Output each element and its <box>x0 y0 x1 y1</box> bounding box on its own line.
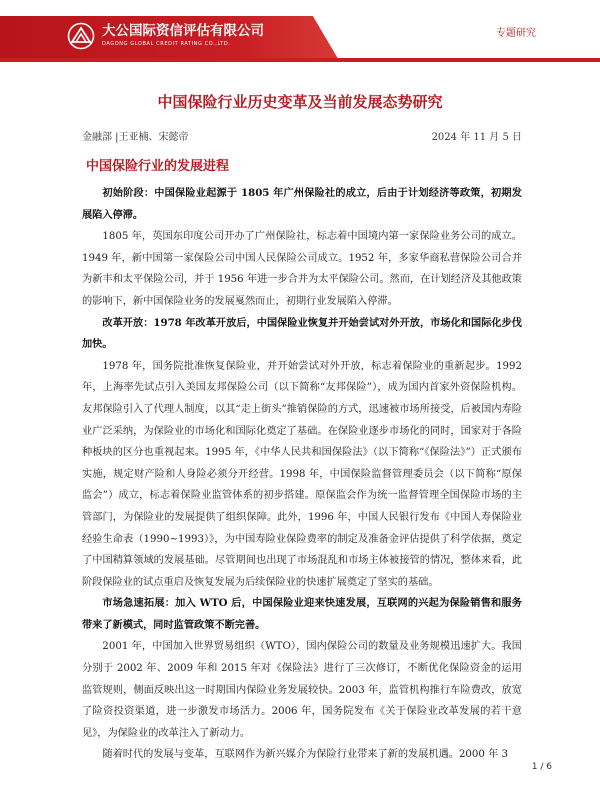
company-name-en: DAGONG GLOBAL CREDIT RATING CO.,LTD. <box>102 40 231 47</box>
body-paragraph: 1805 年，英国东印度公司开办了广州保险社，标志着中国境内第一家保险业务公司的成立。1949 年，新中国第一家保险公司中国人民保险公司成立。1952 年，多家华商私营保险公司合并为新丰和太平保险公司，并于 1956 年进一步合并为太平保险公司。然而，在计划经济及其他政策的影响下，新中国保险业务的发展戛然而止，初期行业发展陷入停滞。 <box>82 231 522 307</box>
page-number: 1 / 6 <box>531 762 552 772</box>
company-name-cn: 大公国际资信评估有限公司 <box>102 23 264 40</box>
dagong-logo-icon <box>66 22 96 50</box>
section-heading: 中国保险行业的发展进程 <box>86 159 230 174</box>
report-date: 2024 年 11 月 5 日 <box>431 132 522 143</box>
report-type-label: 专题研究 <box>496 28 536 39</box>
author-line: 金融部 |王亚楠、宋懿帝 <box>82 132 189 143</box>
lead-paragraph: 初始阶段：中国保险业起源于 1805 年广州保险社的成立，后由于计划经济等政策，初期发展陷入停滞。 <box>82 187 522 221</box>
body-paragraph: 随着时代的发展与变革，互联网作为新兴媒介为保险行业带来了新的发展机遇。2000 年 3 <box>102 749 509 761</box>
page-header <box>0 0 600 68</box>
body-paragraph: 2001 年，中国加入世界贸易组织（WTO），国内保险公司的数量及业务规模迅速扩大。我国分别于 2002 年、2009 年和 2015 年对《保险法》进行了三次修订，不断优化保险资金的运用监管规则，侧面反映出这一时期国内保险业务发展较快。2003 年，监管机构推行车险费改，放宽了险资投资渠道，进一步激发市场活力。2006 年，国务院发布《关于保险业改革发展的若干意见》，为保险业的改革注入了新动力。 <box>82 641 522 739</box>
lead-paragraph: 市场急速拓展：加入 WTO 后，中国保险业迎来快速发展，互联网的兴起为保险销售和服务带来了新模式，同时监管政策不断完善。 <box>82 597 522 631</box>
body-content <box>82 183 522 766</box>
header-red-stripe <box>0 58 600 62</box>
company-logo <box>66 22 264 50</box>
page-title: 中国保险行业历史变革及当前发展态势研究 <box>157 93 443 111</box>
body-paragraph: 1978 年，国务院批准恢复保险业，并开始尝试对外开放，标志着保险业的重新起步。1992 年，上海率先试点引入美国友邦保险公司（以下简称“友邦保险”），成为国内首家外资保险机构。友邦保险引入了代理人制度，以其“走上街头”推销保险的方式，迅速被市场所接受，后被国内寿险业广泛采纳，为保险业的市场化和国际化奠定了基础。在保险业逐步市场化的同时，国家对于各险种板块的区分也重视起来。1995 年，《中华人民共和国保险法》（以下简称“《保险法》”）正式颁布实施，规定财产险和人身险必须分开经营。1998 年，中国保险监督管理委员会（以下简称“原保监会”）成立，标志着保险业监管体系的初步搭建。原保监会作为统一监督管理全国保险市场的主管部门，为保险业的发展提供了组织保障。此外，1996 年，中国人民银行发布《中国人寿保险业经验生命表（1990~1993）》，为中国寿险业保险费率的制定及准备金评估提供了科学依据，奠定了中国精算领域的发展基础。尽管期间也出现了市场混乱和市场主体被接管的情况，整体来看，此阶段保险业的试点重启及恢复发展为后续保险业的快速扩展奠定了坚实的基础。 <box>82 360 522 588</box>
lead-paragraph: 改革开放：1978 年改革开放后，中国保险业恢复并开始尝试对外开放，市场化和国际化步伐加快。 <box>82 316 522 351</box>
